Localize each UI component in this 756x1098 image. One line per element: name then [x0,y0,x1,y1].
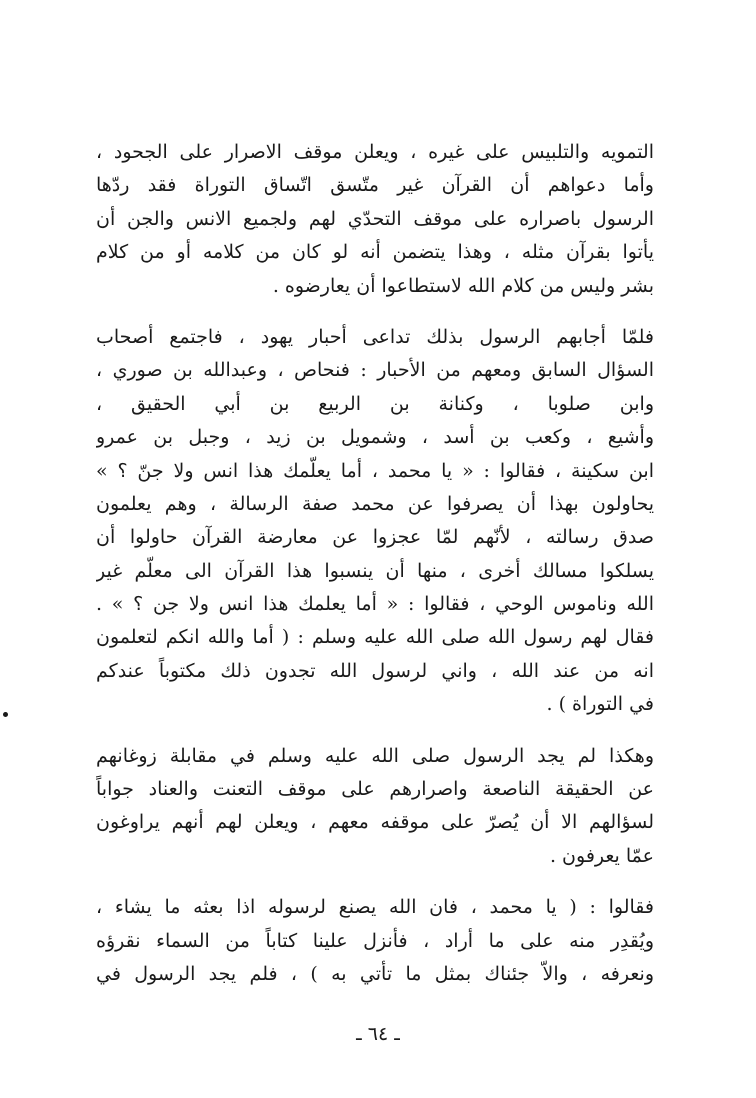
text-line: السؤال السابق ومعهم من الأحبار : فنحاص ، وعبدالله بن صوري ، [96,359,654,382]
text-line: وابن صلوبا ، وكنانة بن الربيع بن أبي الحقيق ، [96,392,654,415]
paragraph-gap [96,873,654,891]
text-line: التمويه والتلبيس على غيره ، ويعلن موقف الاصرار على الجحود ، [96,141,654,163]
text-line: في التوراة ) . [546,693,654,716]
paragraph-gap [96,722,654,740]
text-line: وأما دعواهم أن القرآن غير متّسق اتّساق التوراة فقد ردّها [96,174,654,197]
text-line: بشر وليس من كلام الله لاستطاعوا أن يعارضوه . [272,274,654,297]
text-line: فقال لهم رسول الله صلى الله عليه وسلم : ( أما والله انكم لتعلمون [96,626,654,649]
text-line: يأتوا بقرآن مثله ، وهذا يتضمن أنه لو كان من كلامه أو من كلام [96,241,654,264]
text-line: فقالوا : ( يا محمد ، فان الله يصنع لرسوله اذا بعثه ما يشاء ، [96,896,654,919]
paragraph-4 [96,891,654,991]
page-number: ـ ٦٤ ـ [356,1023,400,1045]
text-line: يسلكوا مسالك أخرى ، منها أن ينسبوا هذا القرآن الى معلّم غير [96,559,654,582]
scan-speck [3,712,8,717]
text-line: يحاولون بهذا أن يصرفوا عن محمد صفة الرسالة ، وهم يعلمون [96,492,654,515]
text-line: فلمّا أجابهم الرسول بذلك تداعى أحبار يهود ، فاجتمع أصحاب [96,325,654,348]
text-line: ونعرفه ، والاّ جئناك بمثل ما تأتي به ) ، فلم يجد الرسول في [96,962,654,985]
text-line: لسؤالهم الا أن يُصرّ على موقفه معهم ، ويعلن لهم أنهم يراوغون [96,811,654,834]
text-line: الله وناموس الوحي ، فقالوا : « أما يعلمك هذا انس ولا جن ؟ » . [96,593,654,616]
paragraph-3 [96,740,654,874]
text-line: عن الحقيقة الناصعة واصرارهم على موقف التعنت والعناد جواباً [96,778,654,801]
document-body [96,136,654,991]
text-line: انه من عند الله ، واني لرسول الله تجدون ذلك مكتوباً عندكم [96,659,654,682]
text-line: ابن سكينة ، فقالوا : « يا محمد ، أما يعلّمك هذا انس ولا جنّ ؟ » [96,459,654,482]
text-line: الرسول باصراره على موقف التحدّي لهم ولجميع الانس والجن أن [96,207,654,230]
text-line: صدق رسالته ، لأنّهم لمّا عجزوا عن معارضة القرآن حاولوا أن [96,526,654,549]
text-line: عمّا يعرفون . [549,844,654,867]
text-line: وأشيع ، وكعب بن أسد ، وشمويل بن زيد ، وجبل بن عمرو [96,426,654,449]
text-line: ويُقدِر منه على ما أراد ، فأنزل علينا كتاباً من السماء نقرؤه [96,929,654,952]
paragraph-gap [96,303,654,321]
paragraph-1 [96,136,654,303]
text-line: وهكذا لم يجد الرسول صلى الله عليه وسلم في مقابلة زوغانهم [96,744,654,767]
paragraph-2 [96,321,654,722]
